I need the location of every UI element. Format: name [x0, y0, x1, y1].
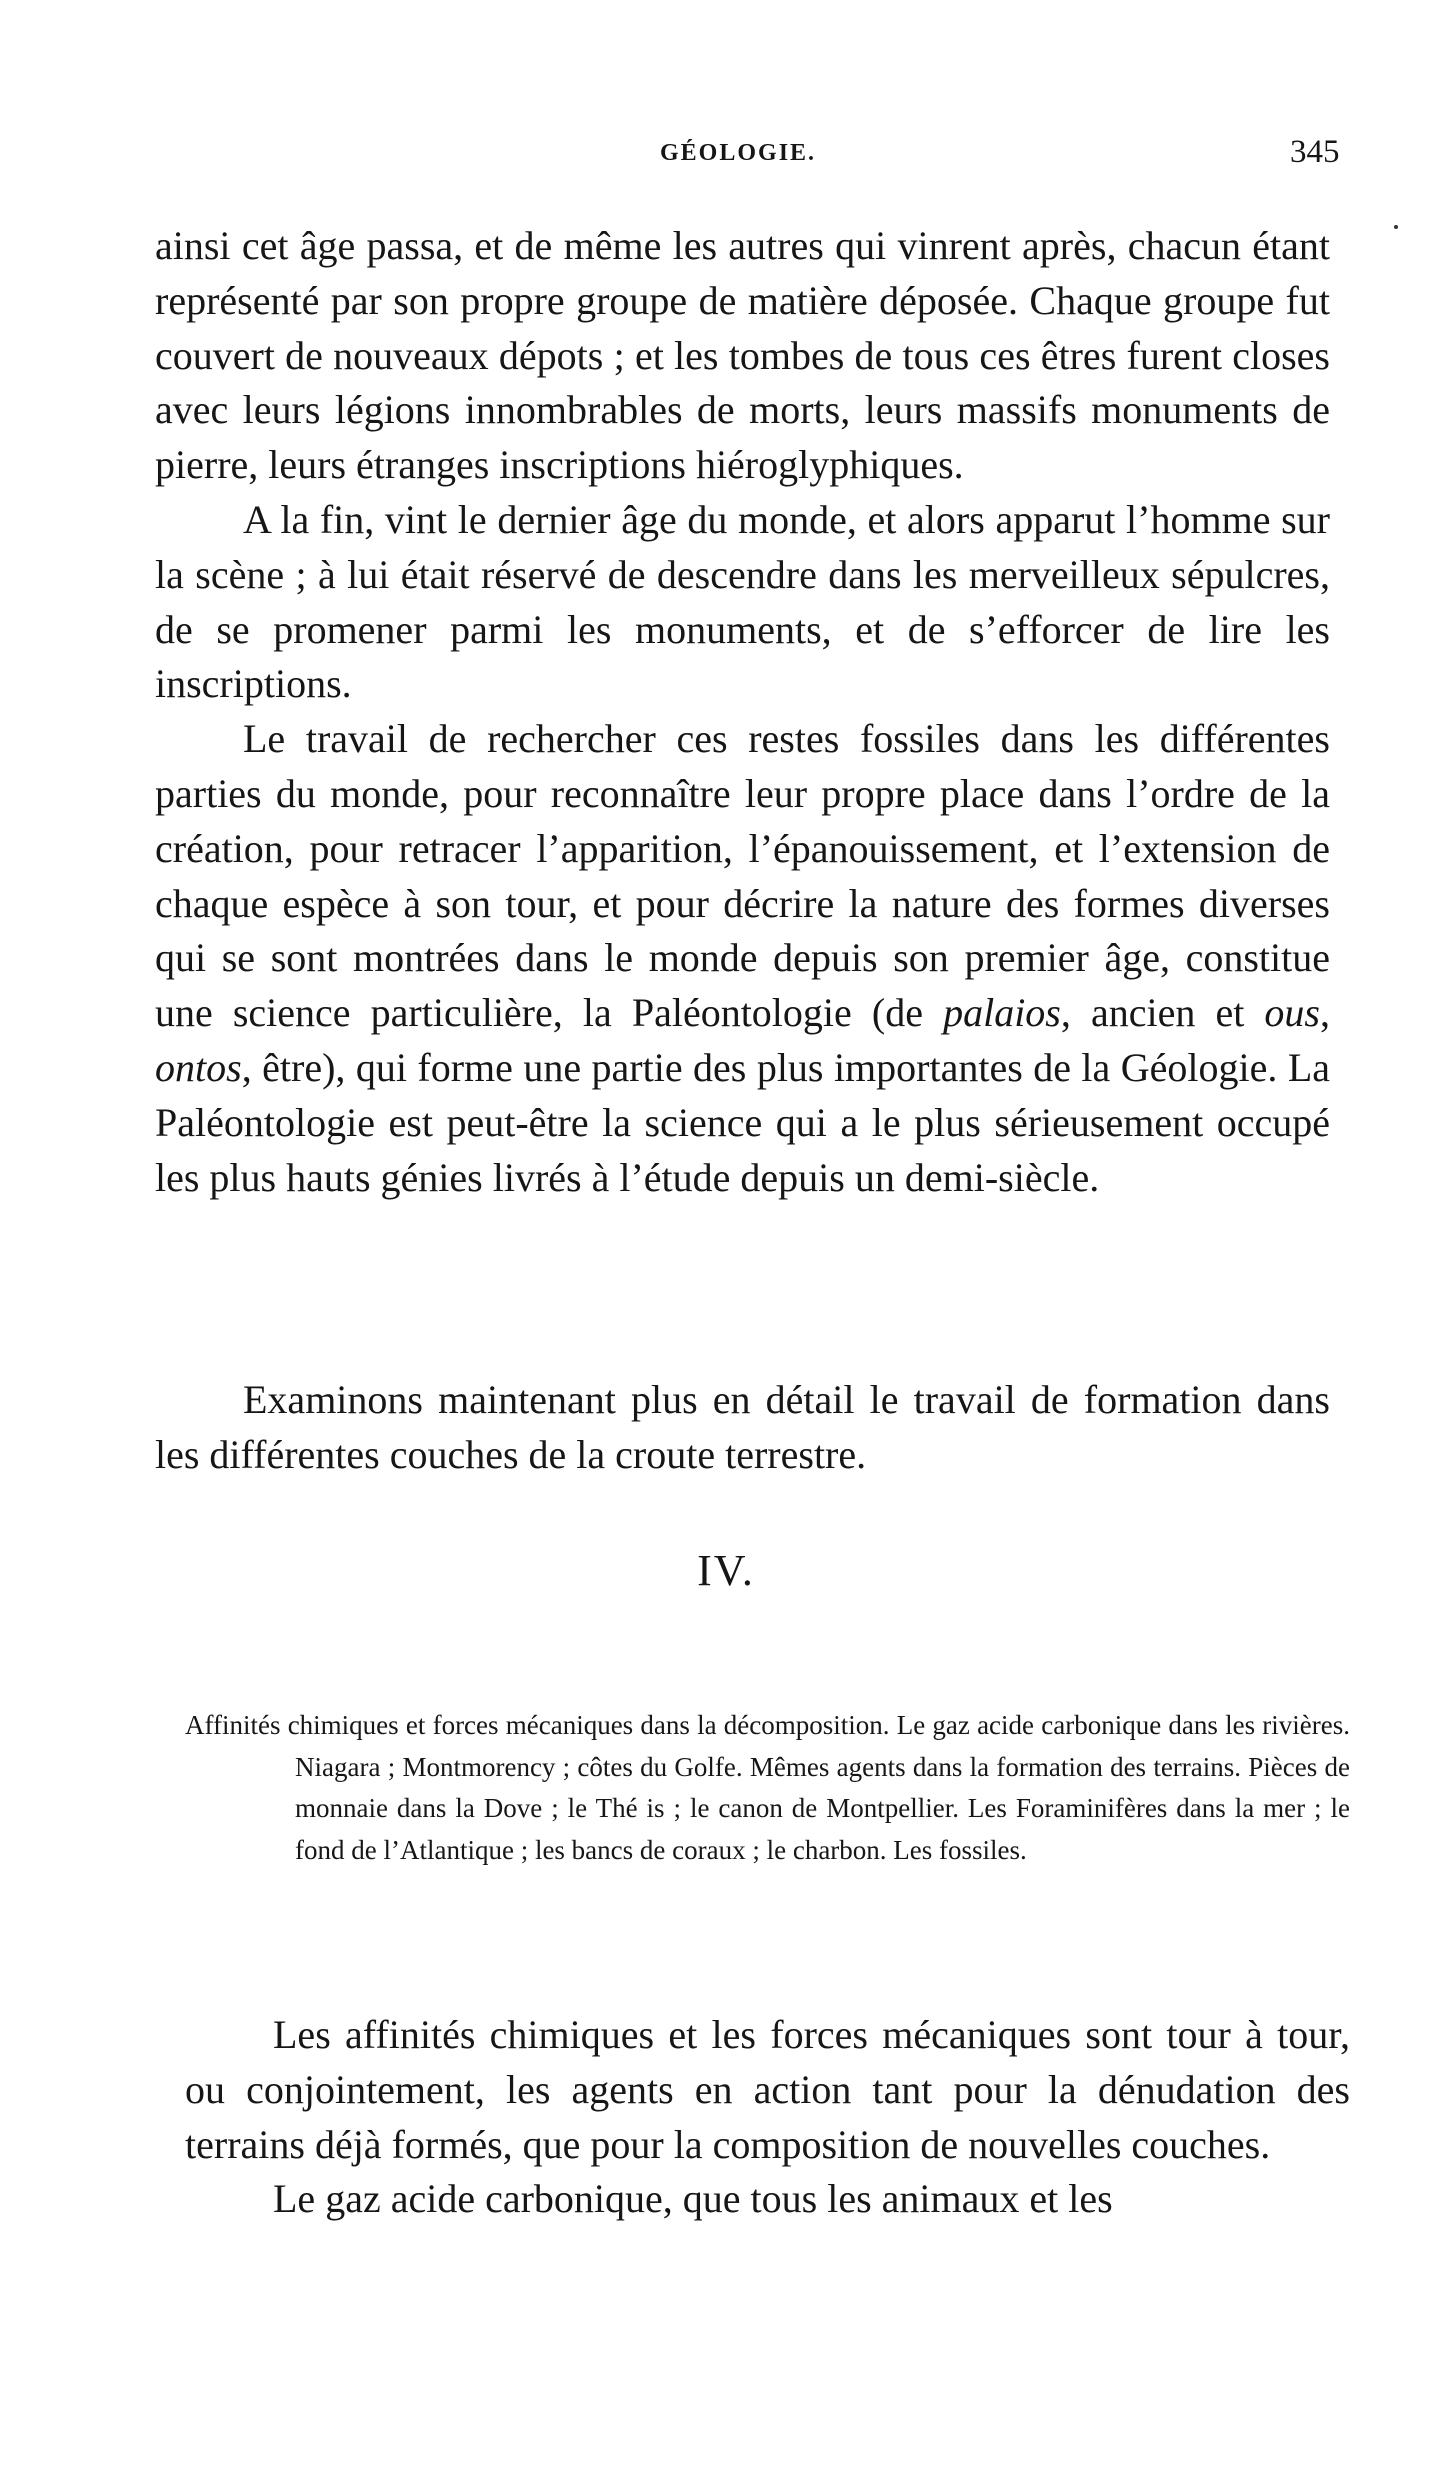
body-text-transition [155, 1373, 1330, 1483]
page-number: 345 [1290, 134, 1340, 170]
paragraph-paleontology [155, 712, 1330, 1205]
term-palaios: palaios [943, 990, 1061, 1036]
body-text-top [155, 219, 1330, 1205]
paleontology-text-end: , être), qui forme une partie des plus importantes de la Géologie. La Paléontologie est peut-être la science qui a le plus sérieusement occupé les plus hauts génies livrés à l’étude depuis un demi-siècle. [155, 1044, 1330, 1200]
paleontology-text-mid1: , ancien et [1060, 990, 1265, 1036]
paragraph-last-age: A la fin, vint le dernier âge du monde, et alors apparut l’homme sur la scène ; à lui était réservé de descendre dans les merveilleux sépulcres, de se promener parmi les monuments, et de s’efforcer de lire les inscriptions. [155, 496, 1330, 707]
paragraph-gaz-acide: Le gaz acide carbonique, que tous les animaux et les [273, 2176, 1113, 2222]
margin-speck [1394, 225, 1398, 229]
running-title: GÉOLOGIE. [660, 140, 817, 166]
section-summary: Affinités chimiques et forces mécaniques dans la décomposition. Le gaz acide carbonique dans les rivières. Niagara ; Montmorency ; côtes du Golfe. Mêmes agents dans la formation des terrains. Pièces de monnaie dans la Dove ; le Thé is ; le canon de Montpellier. Les Foraminifères dans la mer ; le fond de l’Atlantique ; les bancs de coraux ; le charbon. Les fossiles. [185, 1710, 1350, 1865]
paleontology-text-start: Le travail de rechercher ces restes fossiles dans les différentes parties du monde, pour reconnaître leur propre place dans l’ordre de la création, pour retracer l’apparition, l’épanouissement, et l’extension de chaque espèce à son tour, et pour décrire la nature des formes diverses qui se sont montrées dans le monde depuis son premier âge, constitue une science particulière, la Paléontologie (de [155, 716, 1330, 1036]
term-ous: ous [1264, 990, 1320, 1036]
running-head [0, 134, 1452, 180]
paragraph-affinites: Les affinités chimiques et les forces mécaniques sont tour à tour, ou conjointement, les agents en action tant pour la dénudation des terrains déjà formés, que pour la composition de nouvelles couches. [185, 2012, 1350, 2167]
paleontology-text-mid2: , [1320, 990, 1330, 1036]
section-heading: IV. [697, 1546, 755, 1595]
body-text-bottom [185, 2008, 1350, 2227]
paragraph-continuation: ainsi cet âge passa, et de même les autres qui vinrent après, chacun étant représenté par son propre groupe de matière déposée. Chaque groupe fut couvert de nouveaux dépots ; et les tombes de tous ces êtres furent closes avec leurs légions innombrables de morts, leurs massifs monuments de pierre, leurs étranges inscriptions hiéroglyphiques. [155, 223, 1330, 488]
term-ontos: ontos [155, 1044, 242, 1090]
paragraph-examinons: Examinons maintenant plus en détail le travail de formation dans les différentes couches de la croute terrestre. [155, 1377, 1330, 1477]
